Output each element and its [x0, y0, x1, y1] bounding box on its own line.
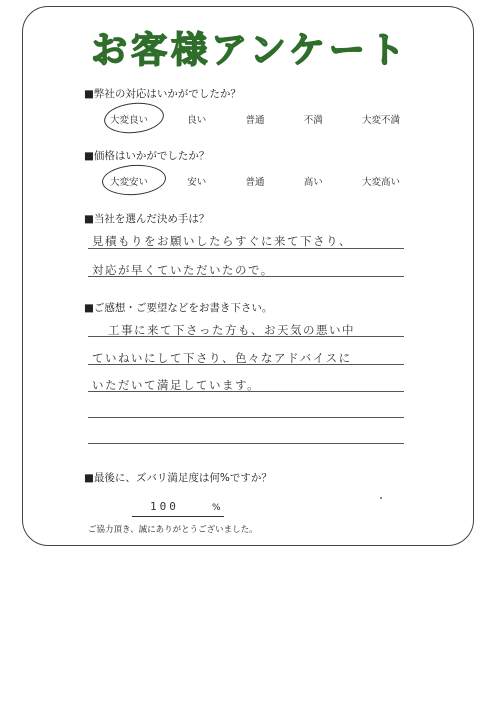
percent-unit: %: [212, 503, 221, 513]
comments-answer-line-2: ていねいにして下さり、色々なアドバイスに: [92, 351, 352, 365]
option-service-4[interactable]: 不満: [303, 115, 323, 126]
option-service-1[interactable]: 大変良い: [110, 115, 149, 126]
option-price-3[interactable]: 普通: [245, 177, 265, 188]
thank-you-note: ご協力頂き、誠にありがとうございました。: [88, 525, 258, 535]
question-reason: ■当社を選んだ決め手は？: [84, 213, 210, 225]
answer-line: [88, 391, 404, 392]
answer-line: [88, 417, 404, 418]
question-satisfaction: ■最後に、ズバリ満足度は何%ですか？: [84, 472, 272, 484]
reason-answer-line-1: 見積もりをお願いしたらすぐに来て下さり、: [92, 234, 352, 248]
option-price-2[interactable]: 安い: [187, 177, 207, 188]
reason-answer-line-2: 対応が早くていただいたので。: [92, 263, 274, 277]
option-price-4[interactable]: 高い: [303, 177, 323, 188]
answer-line: [88, 443, 404, 444]
option-price-1[interactable]: 大変安い: [110, 177, 149, 188]
comments-answer-line-1: 工事に来て下さった方も、お天気の悪い中: [108, 323, 355, 337]
option-service-5[interactable]: 大変不満: [361, 115, 400, 126]
form-title: お客様アンケート: [91, 30, 409, 71]
satisfaction-underline: [132, 516, 224, 517]
option-price-5[interactable]: 大変高い: [361, 177, 400, 188]
question-service: ■弊社の対応はいかがでしたか？: [84, 88, 241, 100]
comments-answer-line-3: いただいて満足しています。: [92, 378, 261, 392]
satisfaction-value: 100: [150, 500, 179, 513]
answer-line: [88, 248, 404, 249]
scan-speck: [380, 497, 382, 499]
answer-line: [88, 364, 404, 365]
option-service-3[interactable]: 普通: [245, 115, 265, 126]
question-comments: ■ご感想・ご要望などをお書き下さい。: [84, 302, 273, 314]
answer-line: [88, 336, 404, 337]
option-service-2[interactable]: 良い: [187, 115, 207, 126]
answer-line: [88, 276, 404, 277]
question-price: ■価格はいかがでしたか？: [84, 150, 210, 162]
